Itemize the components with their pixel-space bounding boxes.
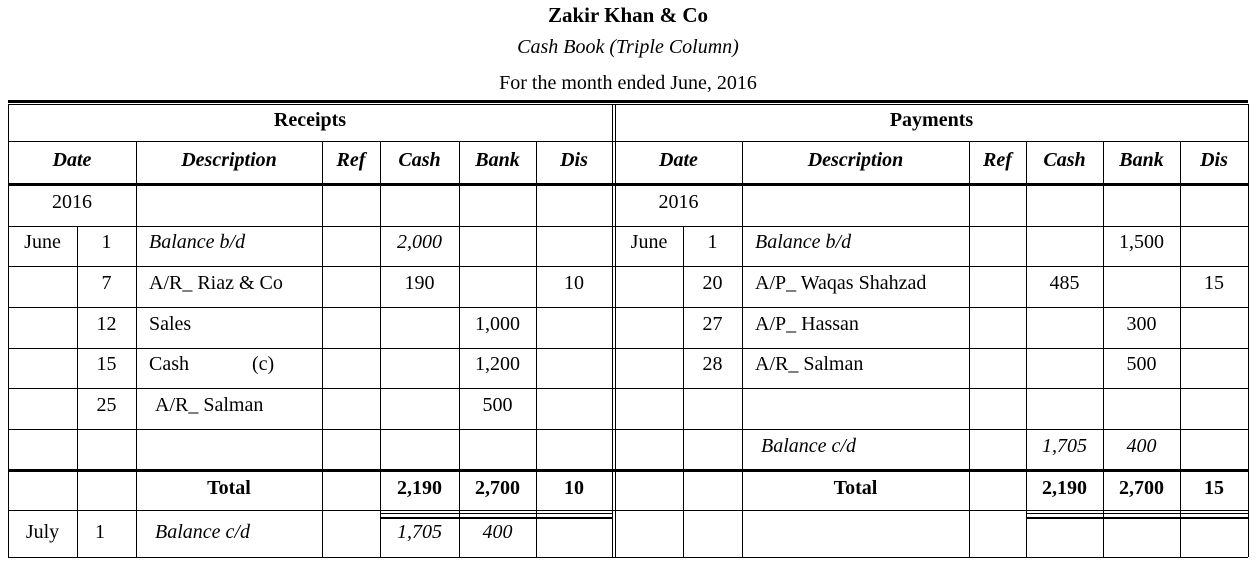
receipts-col-ref: Ref: [336, 149, 366, 171]
row-rule-1: [8, 226, 1248, 227]
receipts-row-2-day: 7: [101, 272, 112, 294]
payments-row-1-bank: 1,500: [1119, 231, 1164, 253]
receipts-carry-cash: 1,705: [397, 521, 442, 543]
total-bottom-rule: [8, 510, 1248, 511]
receipts-row-2-desc: A/R_ Riaz & Co: [149, 272, 283, 294]
payments-total-label: Total: [833, 477, 878, 499]
payments-col-dis: Dis: [1200, 149, 1228, 171]
row-rule-6: [8, 429, 1248, 430]
payments-balance-cash: 1,705: [1042, 435, 1087, 457]
column-header-rule: [8, 183, 1248, 186]
receipts-row-5-day: 25: [96, 394, 117, 416]
table-top-rule-thin: [8, 104, 1248, 105]
receipts-row-1-desc: Balance b/d: [149, 231, 246, 253]
receipts-row-3-day: 12: [96, 313, 117, 335]
receipts-row-2-cash: 190: [404, 272, 435, 294]
payments-year: 2016: [658, 191, 699, 213]
receipts-carry-month: July: [25, 521, 60, 543]
payments-col-date: Date: [659, 149, 698, 171]
payments-col-description: Description: [807, 149, 904, 171]
total-top-rule: [8, 469, 1248, 472]
payments-total-underline-1: [1026, 513, 1248, 514]
receipts-row-1-cash: 2,000: [397, 231, 442, 253]
receipts-row-4-bank: 1,200: [475, 353, 520, 375]
payments-total-dis: 15: [1204, 477, 1224, 499]
receipts-carry-desc: Balance c/d: [155, 521, 250, 543]
vline-r2: [322, 141, 323, 557]
receipts-row-1-day: 1: [101, 231, 112, 253]
row-rule-2: [8, 266, 1248, 267]
payments-balance-desc: Balance c/d: [761, 435, 856, 457]
receipts-total-label: Total: [207, 477, 251, 499]
company-name: Zakir Khan & Co: [547, 3, 709, 27]
payments-row-1-day: 1: [707, 231, 718, 253]
payments-row-4-day: 28: [702, 353, 723, 375]
receipts-row-4-desc-marker: (c): [252, 353, 275, 375]
vline-p2: [969, 141, 970, 557]
table-right-border: [1248, 104, 1249, 557]
row-rule-4: [8, 348, 1248, 349]
receipts-total-cash: 2,190: [397, 477, 442, 499]
payments-row-3-day: 27: [702, 313, 723, 335]
receipts-row-1-month: June: [24, 231, 61, 253]
payments-row-4-desc: A/R_ Salman: [755, 353, 864, 375]
receipts-carry-day: 1: [95, 521, 105, 543]
payments-row-4-bank: 500: [1126, 353, 1157, 375]
payments-row-3-bank: 300: [1126, 313, 1157, 335]
payments-row-2-day: 20: [702, 272, 723, 294]
payments-total-cash: 2,190: [1042, 477, 1087, 499]
receipts-col-description: Description: [181, 149, 277, 171]
receipts-total-underline-2: [381, 517, 613, 519]
payments-heading: Payments: [889, 109, 974, 131]
receipts-row-5-bank: 500: [482, 394, 513, 416]
receipts-total-dis: 10: [564, 477, 584, 499]
payments-col-ref: Ref: [983, 149, 1012, 171]
payments-balance-bank: 400: [1126, 435, 1157, 457]
receipts-row-5-desc: A/R_ Salman: [155, 394, 264, 416]
payments-row-3-desc: A/P_ Hassan: [755, 313, 859, 335]
receipts-heading: Receipts: [273, 109, 347, 131]
receipts-total-bank: 2,700: [475, 477, 520, 499]
payments-total-underline-2: [1026, 517, 1248, 519]
receipts-row-3-bank: 1,000: [475, 313, 520, 335]
payments-col-bank: Bank: [1119, 149, 1164, 171]
payments-row-1-month: June: [630, 231, 668, 253]
receipts-total-underline-1: [381, 513, 613, 514]
receipts-col-bank: Bank: [475, 149, 520, 171]
receipts-col-date: Date: [52, 149, 92, 171]
row-rule-5: [8, 388, 1248, 389]
receipts-row-4-desc: Cash: [149, 353, 189, 375]
document-period: For the month ended June, 2016: [499, 72, 757, 94]
payments-row-1-desc: Balance b/d: [755, 231, 852, 253]
receipts-col-cash: Cash: [398, 149, 441, 171]
payments-row-2-desc: A/P_ Waqas Shahzad: [755, 272, 927, 294]
receipts-row-2-dis: 10: [564, 272, 584, 294]
section-header-rule: [8, 141, 1248, 142]
document-subtitle: Cash Book (Triple Column): [517, 36, 739, 58]
receipts-year: 2016: [52, 191, 92, 213]
payments-col-cash: Cash: [1043, 149, 1086, 171]
payments-row-2-cash: 485: [1049, 272, 1080, 294]
table-top-rule-thick: [8, 100, 1248, 103]
row-rule-3: [8, 307, 1248, 308]
receipts-row-4-day: 15: [96, 353, 117, 375]
receipts-carry-bank: 400: [482, 521, 513, 543]
payments-row-2-dis: 15: [1204, 272, 1224, 294]
receipts-row-3-desc: Sales: [149, 313, 192, 335]
table-bottom-rule: [8, 557, 1248, 558]
center-divider-1: [612, 104, 613, 557]
receipts-col-dis: Dis: [560, 149, 588, 171]
payments-total-bank: 2,700: [1119, 477, 1164, 499]
